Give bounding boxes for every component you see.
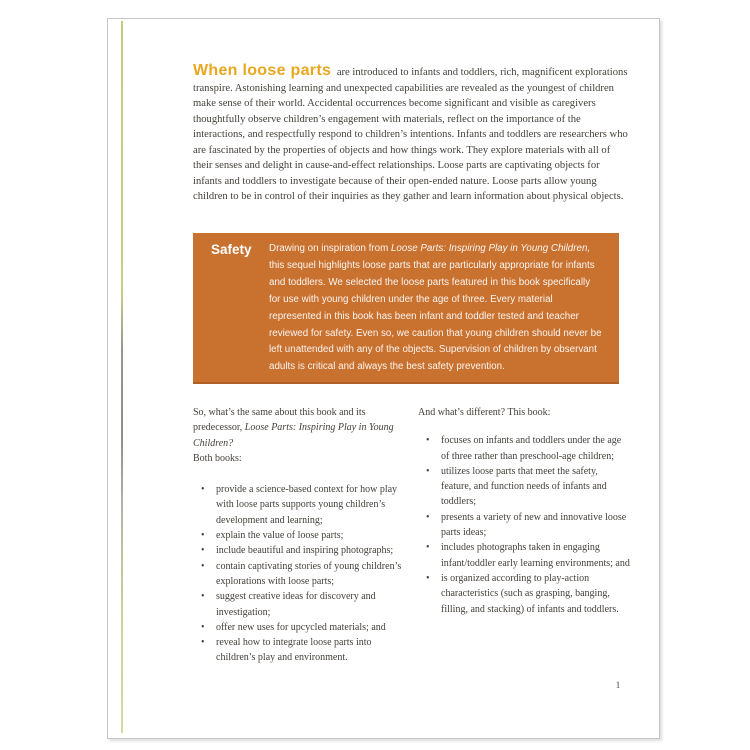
list-item (193, 559, 403, 590)
bullet-text: offer new uses for upcycled materials; and (216, 621, 386, 633)
list-item (418, 464, 630, 510)
right-column-intro: And what’s different? This book: (418, 407, 551, 418)
list-item (193, 543, 403, 558)
bullet-text: includes photographs taken in engaging infant/toddler early learning environments; and (441, 542, 630, 569)
safety-box-text (269, 241, 603, 376)
list-item (193, 635, 403, 666)
left-intro-rest: Both books: (193, 452, 242, 464)
bullet-text: focuses on infants and toddlers under the age of three rather than preschool-age children; (441, 435, 622, 462)
safety-text-lead: Drawing on inspiration from (269, 243, 391, 254)
bullet-icon: • (201, 530, 205, 542)
bullet-text: utilizes loose parts that meet the safety, feature, and function needs of infants and toddlers; (441, 465, 607, 508)
page-heading: When loose parts (193, 62, 332, 79)
list-item (418, 540, 630, 571)
right-bullet-list (418, 433, 630, 617)
bullet-icon: • (426, 465, 430, 477)
page-number: 1 (615, 681, 621, 691)
bullet-icon: • (426, 511, 430, 523)
right-column (418, 405, 630, 617)
safety-book-title: Loose Parts: Inspiring Play in Young Children, (390, 243, 591, 254)
bullet-text: include beautiful and inspiring photographs; (216, 545, 394, 557)
intro-text: are introduced to infants and toddlers, rich, magnificent explorations transpire. Astonishing learning and unexpected capabilities are revealed as the youngest of children make sense of their world. Accidental occurrences become significant and visible as caregivers thoughtfully observe children’s engagement with materials, reflect on the importance of the interactions, and respectfully respond to children’s intentions. Infants and toddlers are researchers who are fascinated by the properties of objects and how things work. They explore materials with all of their senses and delight in cause-and-effect relationships. Loose parts are captivating objects for infants and toddlers to investigate because of their open-ended nature. Loose parts allow young children to be in control of their inquiries as they gather and learn information about physical objects. (193, 67, 628, 202)
left-column (193, 405, 403, 666)
bullet-text: contain captivating stories of young children’s explorations with loose parts; (216, 560, 402, 587)
accent-line (121, 21, 123, 733)
safety-box-title: Safety (211, 242, 252, 257)
list-item (193, 589, 403, 620)
bullet-icon: • (201, 591, 205, 603)
left-intro-lead: So, what’s the same about this book and its predecessor, (193, 407, 366, 434)
list-item (418, 510, 630, 541)
list-item (418, 433, 630, 464)
bullet-icon: • (201, 545, 205, 557)
book-page (107, 18, 660, 739)
safety-text-rest: this sequel highlights loose parts that are particularly appropriate for infants and toddlers. We selected the loose parts featured in this book specifically for use with young children under the age of three. Every material represented in this book has been infant and toddler tested and teacher reviewed for safety. Even so, we caution that young children should never be left unattended with any of the objects. Supervision of children by observant adults is critical and always the best safety prevention. (269, 259, 602, 373)
left-intro-book-title: Loose Parts: Inspiring Play in Young Children? (193, 422, 394, 449)
list-item (193, 620, 403, 635)
list-item (418, 571, 630, 617)
bullet-icon: • (426, 435, 430, 447)
bullet-icon: • (201, 637, 205, 649)
bullet-icon: • (426, 542, 430, 554)
bullet-text: presents a variety of new and innovative loose parts ideas; (441, 511, 627, 539)
intro-paragraph (193, 63, 629, 205)
left-bullet-list (193, 482, 403, 666)
bullet-text: is organized according to play-action characteristics (such as grasping, banging, filling, and stacking) of infants and toddlers. (441, 572, 619, 615)
bullet-text: provide a science-based context for how play with loose parts supports young children’s development and learning; (216, 484, 398, 526)
bullet-text: explain the value of loose parts; (216, 530, 344, 542)
bullet-icon: • (426, 572, 430, 584)
list-item (193, 528, 403, 543)
bullet-text: reveal how to integrate loose parts into children’s play and environment. (216, 637, 372, 664)
list-item (193, 482, 403, 528)
bullet-icon: • (201, 484, 205, 496)
bullet-icon: • (201, 621, 205, 633)
left-column-intro (193, 405, 403, 466)
bullet-text: suggest creative ideas for discovery and investigation; (216, 591, 376, 618)
bullet-icon: • (201, 560, 205, 572)
safety-callout-box (193, 233, 619, 384)
